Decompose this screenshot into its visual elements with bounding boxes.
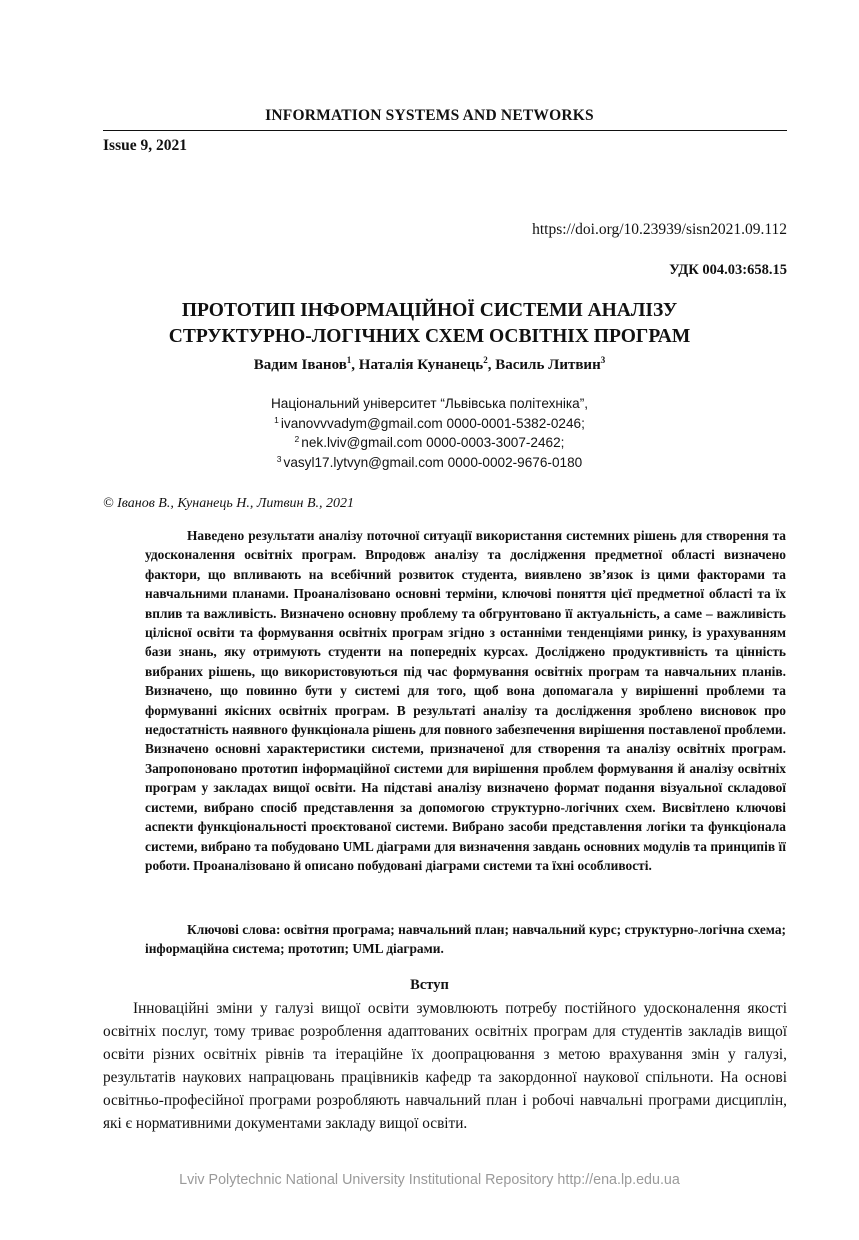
author-mark: 2 xyxy=(483,355,488,365)
author-separator: , xyxy=(487,357,496,373)
affiliation-block xyxy=(0,394,859,472)
doi-link[interactable]: https://doi.org/10.23939/sisn2021.09.112 xyxy=(532,221,787,238)
paper-title-line-2: СТРУКТУРНО-ЛОГІЧНИХ СХЕМ ОСВІТНІХ ПРОГРАМ xyxy=(168,326,691,347)
contact-mark: 3 xyxy=(276,453,282,464)
contact-text: nek.lviv@gmail.com 0000-0003-3007-2462; xyxy=(301,435,565,450)
contact-mark: 2 xyxy=(294,434,300,444)
paper-title xyxy=(0,298,859,350)
abstract: Наведено результати аналізу поточної ситуації використання системних рішень для створення та удосконалення освітніх програм. Впродовж аналізу та дослідження предметної області визначено фактори, що впливають на всебічний розвиток студента, виявлено зв’язок із цими факторами та навчальними планами. Проаналізовано основні терміни, ключові поняття цієї предметної області та їх вплив та важливість. Визначено основну проблему та обгрунтовано її актуальність, а саме – важливість цілісної освіти та формування освітніх програм згідно з останніми тенденціями ринку, із урахуванням бази знань, яку отримують студенти на попередніх курсах. Досліджено продуктивність та цінність вибраних рішень, що використовуються під час формування освітніх програм та навчальних планів. Визначено, що повинно бути у системі для того, щоб вона допомагала у вирішенні проблеми та формуванні якісних освітніх програм. В результаті аналізу та дослідження зроблено висновок про недостатність наявного функціонала рішень для повного забезпечення вирішення поставленої проблеми. Визначено основні характеристики системи, призначеної для створення та аналізу освітніх програм. Запропоновано прототип інформаційної системи для вирішення проблем формування й аналізу освітніх програм у закладах вищої освіти. На підставі аналізу визначено формат подання візуальної складової системи, вибрано спосіб представлення за допомогою структурно-логічних схем. Висвітлено ключові аспекти функціональності проєктованої системи. Вибрано засоби представлення логіки та функціонала системи, вибрано та побудовано UML діаграми для визначення завдань основних модулів та принципів її роботи. Проаналізовано й описано побудовані діаграми системи та їхні особливості. xyxy=(145,528,786,873)
paper-title-line-1: ПРОТОТИП ІНФОРМАЦІЙНОЇ СИСТЕМИ АНАЛІЗУ xyxy=(181,300,678,321)
contact-line xyxy=(0,414,859,434)
journal-title: INFORMATION SYSTEMS AND NETWORKS xyxy=(265,107,594,124)
author-mark: 3 xyxy=(600,355,606,365)
contact-text: ivanovvvadym@gmail.com 0000-0001-5382-0246; xyxy=(280,415,585,431)
author-mark: 1 xyxy=(346,355,352,365)
intro-paragraph: Інноваційні зміни у галузі вищої освіти зумовлюють потребу постійного удосконалення якості освітніх послуг, тому триває розроблення адаптованих освітніх програм для студентів закладів вищої освіти різних освітніх рівнів та ітераційне їх доопрацювання з метою врахування змін у галузі, результатів наукових напрацювань працівників кафедр та закордонної наукової спільноти. На основі освітньо-професійної програми розробляють навчальний план і робочі навчальні програми дисциплін, які є нормативними документами закладу вищої освіти. xyxy=(103,1000,787,1132)
institution: Національний університет “Львівська політехніка”, xyxy=(270,396,589,411)
issue-number: Issue 9, 2021 xyxy=(103,137,187,154)
contact-line xyxy=(0,453,859,473)
keywords: Ключові слова: освітня програма; навчальний план; навчальний курс; структурно-логічна схема; інформаційна система; прототип; UML діаграми. xyxy=(145,922,786,957)
author-name: Наталія Кунанець xyxy=(358,357,484,373)
author-3 xyxy=(495,357,605,373)
author-1 xyxy=(254,357,359,373)
section-heading: Вступ xyxy=(410,977,449,993)
repository-footer: Lviv Polytechnic National University Institutional Repository http://ena.lp.edu.ua xyxy=(179,1172,680,1188)
contact-mark: 1 xyxy=(274,414,279,425)
contact-text: vasyl17.lytvyn@gmail.com 0000-0002-9676-0180 xyxy=(283,454,583,470)
contact-line xyxy=(0,433,859,453)
author-2 xyxy=(359,357,495,373)
udk-code: УДК 004.03:658.15 xyxy=(669,262,787,278)
author-name: Вадим Іванов xyxy=(253,357,347,373)
header-rule xyxy=(103,130,787,131)
author-list xyxy=(0,357,859,374)
author-name: Василь Литвин xyxy=(495,357,601,373)
copyright-notice: © Іванов В., Кунанець Н., Литвин В., 2021 xyxy=(103,496,355,511)
author-separator: , xyxy=(351,357,359,373)
